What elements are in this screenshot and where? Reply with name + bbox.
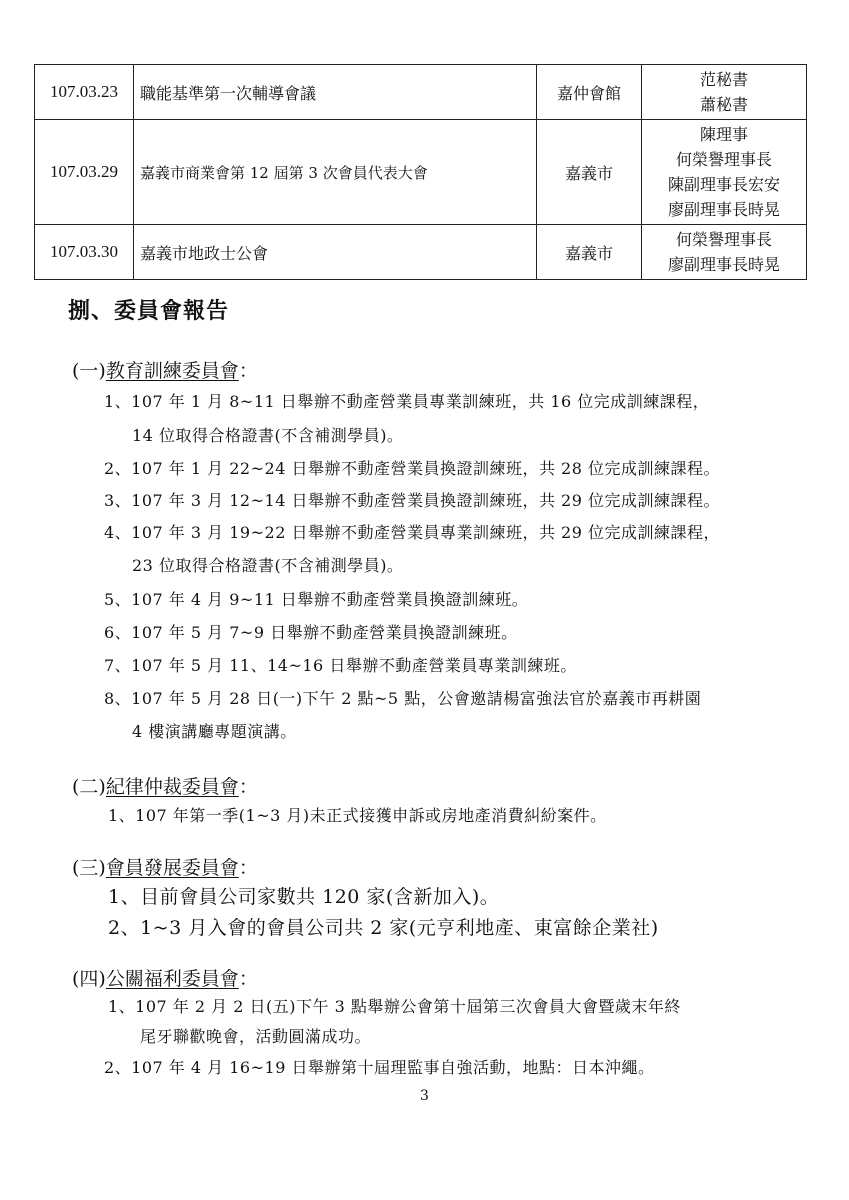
list-item: 1、107 年第一季(1~3 月)未正式接獲申訴或房地產消費糾紛案件。 (108, 806, 607, 825)
committee-prefix: (三) (72, 857, 106, 879)
committee-name: 教育訓練委員會 (105, 360, 239, 382)
committee-name: 會員發展委員會 (105, 857, 239, 879)
committee-name: 公關福利委員會 (105, 968, 239, 990)
attendee: 陳理事 (699, 125, 748, 144)
attendees-cell (642, 65, 807, 120)
attendees-cell (642, 120, 807, 225)
section-heading: 捌、委員會報告 (68, 298, 230, 324)
list-item: 2、1~3 月入會的會員公司共 2 家(元亨利地產、東富餘企業社) (108, 917, 659, 939)
list-item: 1、目前會員公司家數共 120 家(含新加入)。 (108, 886, 500, 908)
page-number: 3 (420, 1088, 429, 1104)
place-cell: 嘉義市 (537, 120, 642, 225)
list-item: 尾牙聯歡晚會，活動圓滿成功。 (140, 1027, 372, 1046)
list-item: 3、107 年 3 月 12~14 日舉辦不動產營業員換證訓練班，共 29 位完成訓練課程。 (104, 491, 720, 510)
event-cell: 嘉義市地政士公會 (134, 225, 537, 280)
date-cell: 107.03.23 (35, 65, 134, 120)
table-row (35, 225, 807, 280)
meeting-attendance-table (34, 64, 807, 280)
attendee: 廖副理事長時晃 (667, 255, 780, 274)
list-item: 1、107 年 2 月 2 日(五)下午 3 點舉辦公會第十屆第三次會員大會暨歲末年終 (108, 997, 681, 1016)
committee-prefix: (四) (72, 968, 106, 990)
committee-heading-education (72, 356, 258, 383)
committee-heading-public-relations (72, 964, 258, 991)
event-cell: 職能基準第一次輔導會議 (134, 65, 537, 120)
committee-heading-membership (72, 853, 258, 880)
list-item: 4、107 年 3 月 19~22 日舉辦不動產營業員專業訓練班，共 29 位完成訓練課程， (104, 523, 720, 542)
list-item: 4 樓演講廳專題演講。 (132, 722, 297, 741)
attendee: 何榮譽理事長 (675, 150, 772, 169)
date-cell: 107.03.29 (35, 120, 134, 225)
place-cell: 嘉義市 (537, 225, 642, 280)
committee-suffix: ： (238, 857, 258, 879)
list-item: 7、107 年 5 月 11、14~16 日舉辦不動產營業員專業訓練班。 (104, 656, 577, 675)
attendee: 何榮譽理事長 (675, 230, 772, 249)
place-cell: 嘉仲會館 (537, 65, 642, 120)
list-item: 6、107 年 5 月 7~9 日舉辦不動產營業員換證訓練班。 (104, 623, 518, 642)
table-row (35, 65, 807, 120)
committee-suffix: ： (238, 968, 258, 990)
attendee: 陳副理事長宏安 (667, 175, 780, 194)
event-cell: 嘉義市商業會第 12 屆第 3 次會員代表大會 (134, 120, 537, 225)
list-item: 14 位取得合格證書(不含補測學員)。 (132, 426, 404, 445)
list-item: 8、107 年 5 月 28 日(一)下午 2 點~5 點，公會邀請楊富強法官於嘉義市再耕園 (104, 689, 702, 708)
list-item: 23 位取得合格證書(不含補測學員)。 (132, 556, 404, 575)
attendee: 范秘書 (699, 70, 748, 89)
date-cell: 107.03.30 (35, 225, 134, 280)
committee-name: 紀律仲裁委員會 (105, 776, 239, 798)
committee-heading-discipline (72, 772, 258, 799)
committee-suffix: ： (238, 360, 258, 382)
list-item: 2、107 年 1 月 22~24 日舉辦不動產營業員換證訓練班，共 28 位完成訓練課程。 (104, 459, 720, 478)
committee-prefix: (二) (72, 776, 106, 798)
list-item: 2、107 年 4 月 16~19 日舉辦第十屆理監事自強活動，地點：日本沖繩。 (104, 1058, 655, 1077)
table-row (35, 120, 807, 225)
attendees-cell (642, 225, 807, 280)
list-item: 1、107 年 1 月 8~11 日舉辦不動產營業員專業訓練班，共 16 位完成訓練課程， (104, 392, 710, 411)
committee-suffix: ： (238, 776, 258, 798)
committee-prefix: (一) (72, 360, 106, 382)
attendee: 廖副理事長時晃 (667, 200, 780, 219)
attendee: 蕭秘書 (699, 95, 748, 114)
list-item: 5、107 年 4 月 9~11 日舉辦不動產營業員換證訓練班。 (104, 590, 529, 609)
